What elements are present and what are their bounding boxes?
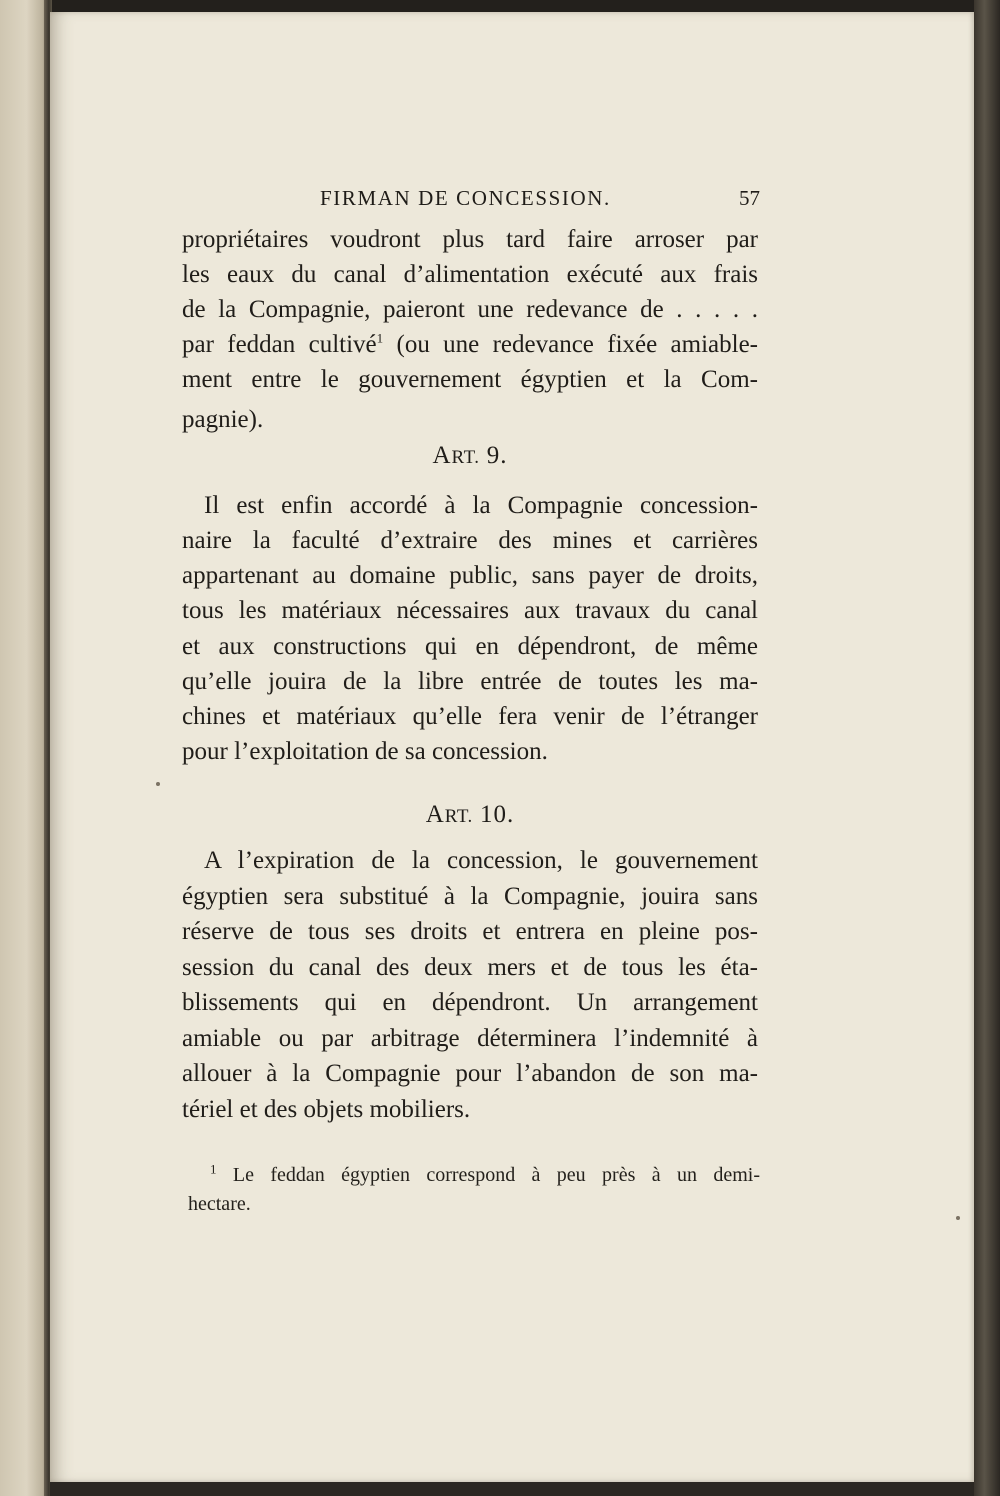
body-line: tous les matériaux nécessaires aux travaux du canal bbox=[182, 597, 758, 624]
article-9-heading bbox=[182, 442, 758, 470]
body-line: amiable ou par arbitrage déterminera l’indemnité à bbox=[182, 1025, 758, 1052]
body-line: session du canal des deux mers et de tous les éta- bbox=[182, 954, 758, 981]
footnote-marker: 1 bbox=[210, 1161, 217, 1177]
body-line: chines et matériaux qu’elle fera venir de l’étranger bbox=[182, 703, 758, 730]
article-prefix: A bbox=[425, 801, 445, 828]
body-line: naire la faculté d’extraire des mines et carrières bbox=[182, 527, 758, 554]
body-line: A l’expiration de la concession, le gouvernement bbox=[204, 847, 758, 874]
paper-speck bbox=[956, 1216, 960, 1220]
body-line: les eaux du canal d’alimentation exécuté aux frais bbox=[182, 261, 758, 288]
body-line: de la Compagnie, paieront une redevance de . . . . . bbox=[182, 296, 758, 323]
body-line: tériel et des objets mobiliers. bbox=[182, 1096, 471, 1123]
body-line: Il est enfin accordé à la Compagnie concession- bbox=[204, 492, 758, 519]
body-line-with-footnote-ref bbox=[182, 327, 758, 363]
body-line: propriétaires voudront plus tard faire arroser par bbox=[182, 226, 758, 253]
page-number: 57 bbox=[739, 186, 760, 210]
body-text: par feddan cultivé bbox=[182, 331, 377, 358]
running-title: FIRMAN DE CONCESSION. bbox=[320, 186, 611, 210]
footnote-line bbox=[210, 1160, 760, 1190]
body-line: allouer à la Compagnie pour l’abandon de son ma- bbox=[182, 1060, 758, 1087]
body-line: ment entre le gouvernement égyptien et la Com- bbox=[182, 366, 758, 393]
footnote-line: hectare. bbox=[188, 1193, 251, 1215]
article-10-heading bbox=[182, 801, 758, 829]
body-line: pagnie). bbox=[182, 406, 264, 433]
article-number: 10. bbox=[480, 801, 515, 828]
article-number: 9. bbox=[486, 442, 508, 469]
page-bottom-edge bbox=[50, 1482, 974, 1496]
body-line: réserve de tous ses droits et entrera en pleine pos- bbox=[182, 918, 758, 945]
footnote-text: Le feddan égyptien correspond à peu près à un demi- bbox=[216, 1164, 760, 1186]
article-smallcaps: RT. bbox=[451, 447, 480, 468]
facing-page-edge bbox=[0, 0, 48, 1496]
body-line: blissements qui en dépendront. Un arrangement bbox=[182, 989, 758, 1016]
footnote-reference: 1 bbox=[376, 330, 384, 346]
body-line: qu’elle jouira de la libre entrée de toutes les ma- bbox=[182, 668, 758, 695]
article-smallcaps: RT. bbox=[444, 806, 473, 827]
body-text: (ou une redevance fixée amiable- bbox=[383, 331, 758, 358]
running-head bbox=[180, 180, 760, 216]
page-right-edge bbox=[974, 0, 1000, 1496]
article-prefix: A bbox=[432, 442, 452, 469]
body-line: appartenant au domaine public, sans payer de droits, bbox=[182, 562, 758, 589]
body-line: et aux constructions qui en dépendront, de même bbox=[182, 633, 758, 660]
body-line: égyptien sera substitué à la Compagnie, jouira sans bbox=[182, 883, 758, 910]
paper-speck bbox=[156, 782, 160, 786]
body-line: pour l’exploitation de sa concession. bbox=[182, 738, 548, 765]
